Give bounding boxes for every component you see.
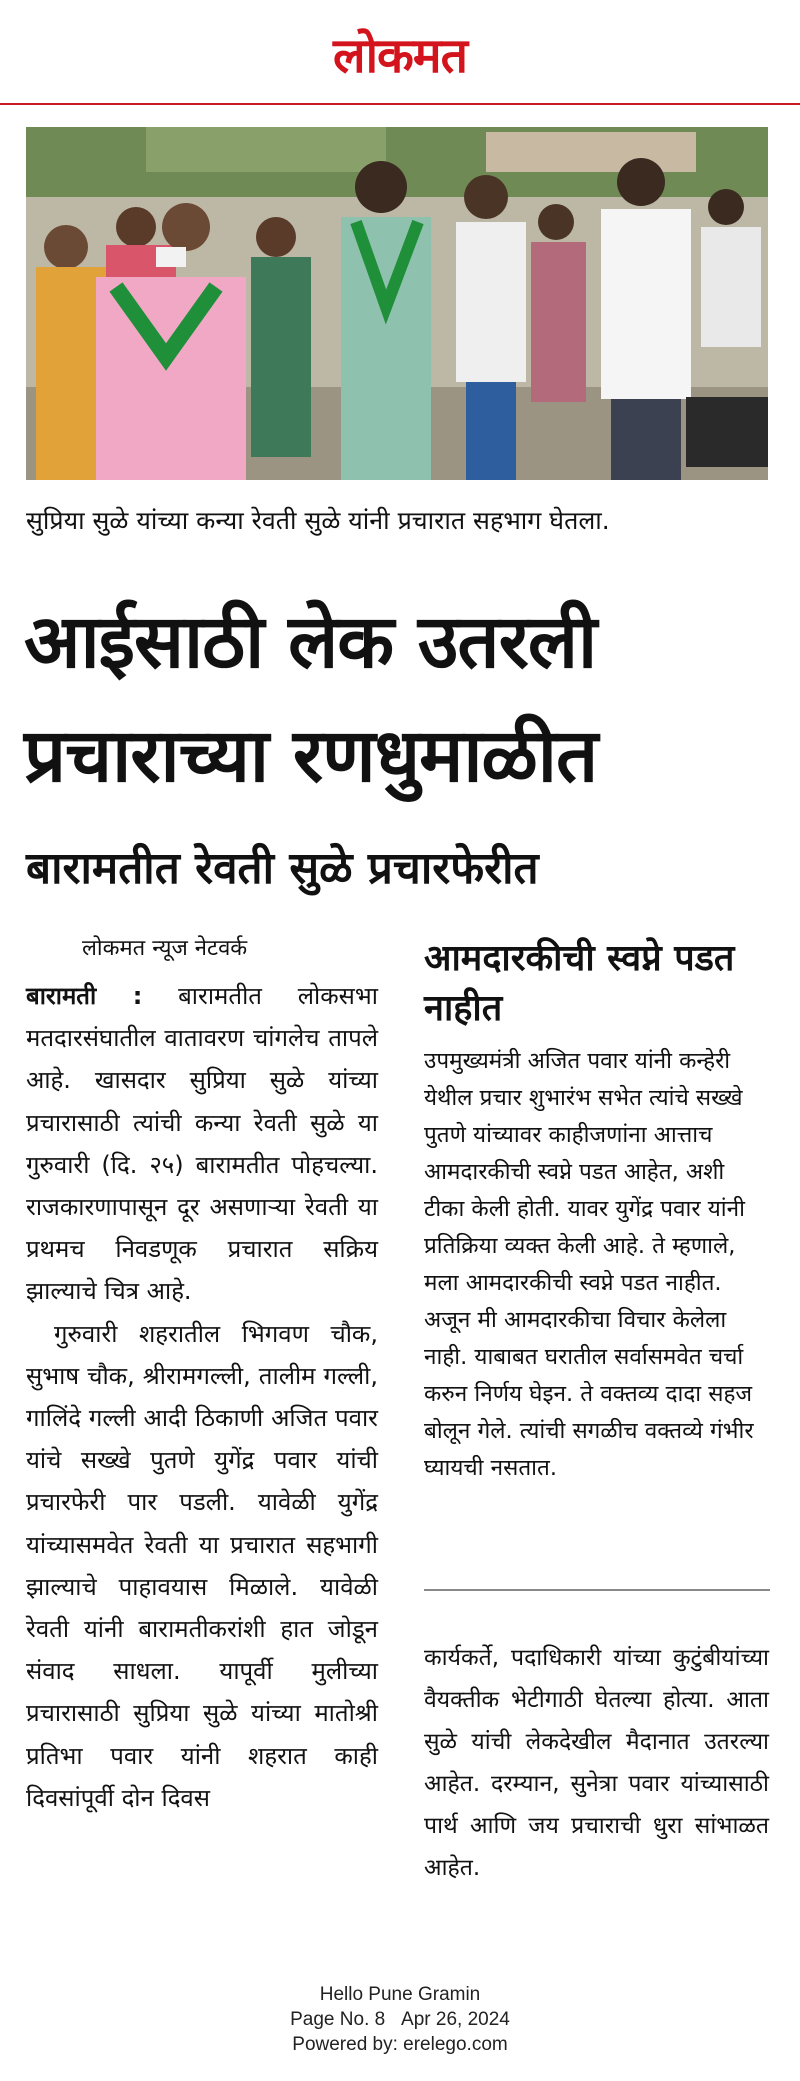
headline-line-1: आईसाठी लेक उतरली bbox=[24, 599, 597, 685]
campaign-photo-illustration bbox=[26, 127, 768, 480]
continuation-paragraph: कार्यकर्ते, पदाधिकारी यांच्या कुटुंबीयांच्या वैयक्तीक भेटीगाठी घेतल्या होत्या. आता सुळे यांची लेकदेखील मैदानात उतरल्या आहेत. दरम्यान, सुनेत्रा पवार यांच्यासाठी पार्थ आणि जय प्रचाराची धुरा सांभाळत आहेत. bbox=[424, 1645, 769, 1881]
footer-edition: Hello Pune Gramin bbox=[319, 1984, 481, 2005]
article-body bbox=[26, 975, 378, 1819]
campaign-photo bbox=[26, 127, 768, 480]
masthead-rule bbox=[0, 103, 800, 105]
lokmat-logo: लोकमत bbox=[333, 28, 467, 84]
headline-line-2: प्रचाराच्या रणधुमाळीत bbox=[24, 713, 598, 799]
subheadline: बारामतीत रेवती सुळे प्रचारफेरीत bbox=[26, 843, 539, 894]
article-paragraph-2: गुरुवारी शहरातील भिगवण चौक, सुभाष चौक, श्रीरामगल्ली, तालीम गल्ली, गालिंदे गल्ली आदी ठिकाणी अजित पवार यांचे सख्खे पुतणे युगेंद्र पवार यांची प्रचारफेरी पार पडली. यावेळी युगेंद्र यांच्यासमवेत रेवती या प्रचारात सहभागी झाल्याचे पाहावयास मिळाले. यावेळी रेवती यांनी बारामतीकरांशी हात जोडून संवाद साधला. यापूर्वी मुलीच्या प्रचारासाठी सुप्रिया सुळे यांच्या मातोश्री प्रतिभा पवार यांनी शहरात काही दिवसांपूर्वी दोन दिवस bbox=[26, 1319, 378, 1812]
masthead bbox=[0, 0, 800, 106]
paragraph-1-text: बारामतीत लोकसभा मतदारसंघातील वातावरण चांगलेच तापले आहे. खासदार सुप्रिया सुळे यांच्या प्रचारासाठी त्यांची कन्या रेवती सुळे या गुरुवारी (दि. २५) बारामतीत पोहचल्या. राजकारणापासून दूर असणाऱ्या रेवती या प्रथमच निवडणूक प्रचारात सक्रिय झाल्याचे चित्र आहे. bbox=[26, 982, 378, 1306]
byline: लोकमत न्यूज नेटवर्क bbox=[82, 936, 248, 961]
sidebar-heading: आमदारकीची स्वप्ने पडत नाहीत bbox=[424, 938, 735, 1029]
dateline: बारामती : bbox=[26, 982, 143, 1010]
footer-page-date bbox=[0, 2007, 800, 2032]
sidebar-paragraph: उपमुख्यमंत्री अजित पवार यांनी कन्हेरी येथील प्रचार शुभारंभ सभेत त्यांचे सख्खे पुतणे यांच्यावर काहीजणांना आत्ताच आमदारकीची स्वप्ने पडत आहेत, अशी टीका केली होती. यावर युगेंद्र पवार यांनी प्रतिक्रिया व्यक्त केली आहे. ते म्हणाले, मला आमदारकीची स्वप्ने पडत नाहीत. अजून मी आमदारकीचा विचार केलेला नाही. याबाबत घरातील सर्वासमवेत चर्चा करुन निर्णय घेइन. ते वक्तव्य दादा सहज बोलून गेले. त्यांची सगळीच वक्तव्ये गंभीर घ्यायची नसतात. bbox=[424, 1048, 754, 1481]
article-paragraph-1 bbox=[26, 975, 378, 1313]
footer-date: Apr 26, 2024 bbox=[401, 2009, 510, 2030]
sidebar-body bbox=[424, 1043, 769, 1487]
headline bbox=[24, 585, 784, 813]
footer-page: Page No. 8 bbox=[290, 2009, 386, 2030]
footer-powered-by: Powered by: erelego.com bbox=[292, 2034, 508, 2055]
article-continuation bbox=[424, 1637, 769, 1889]
photo-caption: सुप्रिया सुळे यांच्या कन्या रेवती सुळे यांनी प्रचारात सहभाग घेतला. bbox=[26, 506, 610, 535]
sidebar-divider bbox=[424, 1589, 770, 1591]
page-footer bbox=[0, 1982, 800, 2057]
